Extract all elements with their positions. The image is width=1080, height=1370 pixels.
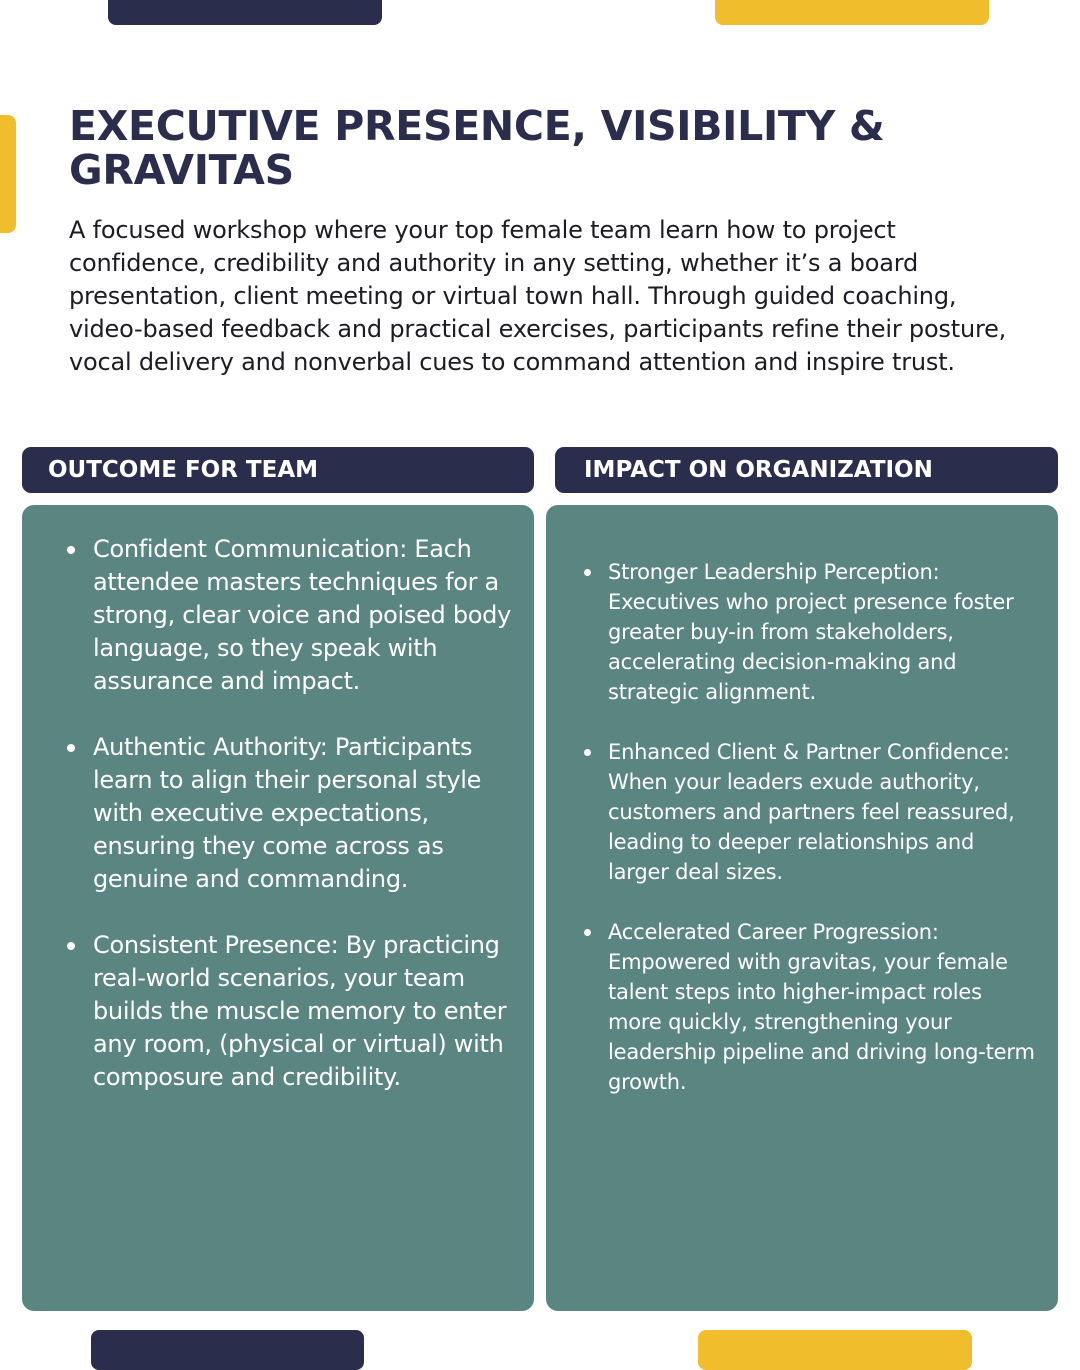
impact-item-text: Stronger Leadership Perception: Executives who project presence foster greater buy-in from stakeholders, accelerating decision-making and strategic alignment. [608, 560, 1014, 704]
decorative-tab-left-yellow [0, 115, 16, 233]
decorative-tab-bottom-navy [91, 1330, 364, 1370]
outcome-list [71, 533, 511, 1127]
impact-item [584, 917, 1038, 1097]
impact-list [584, 557, 1038, 1127]
decorative-tab-top-yellow [715, 0, 989, 25]
outcome-item-text: Confident Communication: Each attendee masters techniques for a strong, clear voice and poised body language, so they speak with assurance and impact. [93, 535, 511, 695]
outcome-item [71, 731, 511, 896]
decorative-tab-bottom-yellow [698, 1330, 972, 1370]
impact-item-text: Enhanced Client & Partner Confidence: When your leaders exude authority, customers and partners feel reassured, leading to deeper relationships and larger deal sizes. [608, 740, 1015, 884]
decorative-tab-top-navy [108, 0, 382, 25]
page-title: EXECUTIVE PRESENCE, VISIBILITY & GRAVITAS [69, 102, 885, 194]
impact-header: IMPACT ON ORGANIZATION [555, 447, 1058, 493]
outcome-item-text: Authentic Authority: Participants learn to align their personal style with executive expectations, ensuring they come across as genuine and commanding. [93, 733, 482, 893]
intro-paragraph: A focused workshop where your top female team learn how to project confidence, credibility and authority in any setting, whether it’s a board presentation, client meeting or virtual town hall. Through guided coaching, video-based feedback and practical exercises, participants refine their posture, vocal delivery and nonverbal cues to command attention and inspire trust. [69, 216, 1007, 376]
impact-item [584, 557, 1038, 707]
impact-item-text: Accelerated Career Progression: Empowered with gravitas, your female talent steps into higher-impact roles more quickly, strengthening your leadership pipeline and driving long-term growth. [608, 920, 1035, 1094]
outcome-item [71, 929, 511, 1094]
impact-item [584, 737, 1038, 887]
outcome-item-text: Consistent Presence: By practicing real-world scenarios, your team builds the muscle memory to enter any room, (physical or virtual) with composure and credibility. [93, 931, 507, 1091]
outcome-header: OUTCOME FOR TEAM [22, 447, 534, 493]
outcome-item [71, 533, 511, 698]
